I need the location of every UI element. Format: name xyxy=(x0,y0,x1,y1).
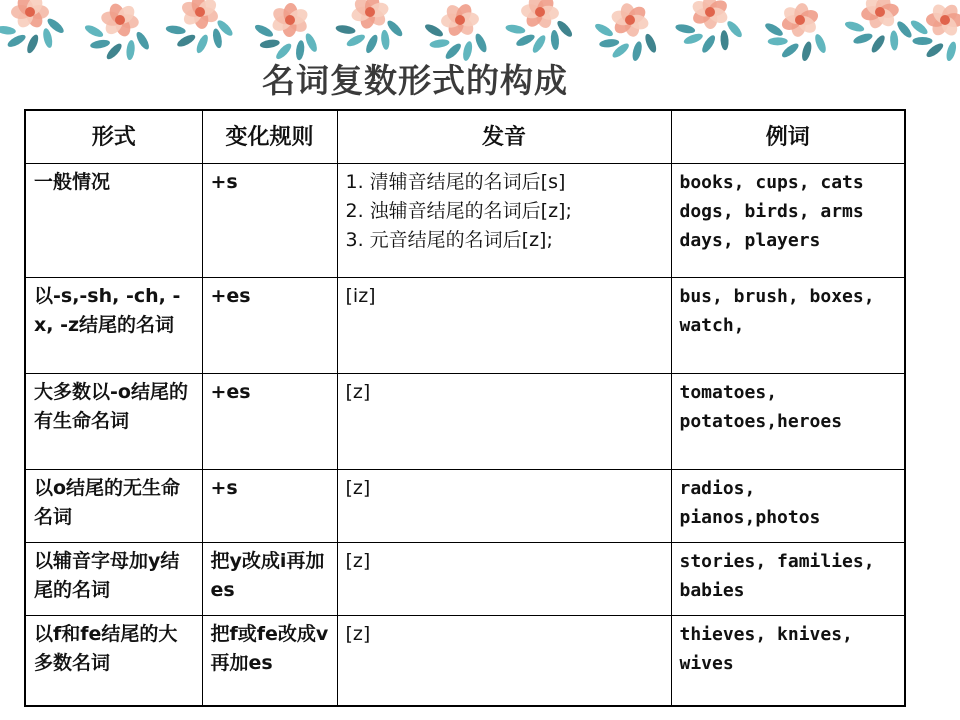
examples-cell xyxy=(671,374,905,470)
pronunciation-line: 2. 浊辅音结尾的名词后[z]; xyxy=(345,200,572,222)
flower-center xyxy=(365,7,375,17)
pronunciation-line: [z] xyxy=(345,381,371,403)
example-line: thieves, knives, xyxy=(679,624,853,645)
pronunciation-line: [z] xyxy=(345,477,371,499)
example-line: babies xyxy=(679,580,745,601)
leaf-shape xyxy=(134,30,151,51)
form-cell: 一般情况 xyxy=(25,164,202,278)
table-row xyxy=(25,616,905,706)
example-line: radios, xyxy=(679,478,756,499)
example-line: watch, xyxy=(679,315,745,336)
examples-cell xyxy=(671,470,905,543)
form-cell: 以辅音字母加y结尾的名词 xyxy=(25,543,202,616)
leaf-shape xyxy=(813,33,828,55)
leaf-shape xyxy=(211,28,223,49)
pronunciation-cell xyxy=(337,164,671,278)
form-cell: 以-s,-sh, -ch, -x, -z结尾的名词 xyxy=(25,278,202,374)
leaf-shape xyxy=(42,27,54,48)
example-line: bus, brush, boxes, xyxy=(679,286,875,307)
leaf-shape xyxy=(423,22,444,39)
rule-cell: +s xyxy=(202,164,337,278)
leaf-shape xyxy=(380,29,390,50)
flower-center xyxy=(940,15,950,25)
pronunciation-line: 3. 元音结尾的名词后[z]; xyxy=(345,229,553,251)
leaf-shape xyxy=(429,38,450,49)
flower-center xyxy=(25,7,35,17)
leaf-shape xyxy=(768,37,788,45)
leaf-shape xyxy=(176,32,197,48)
examples-cell xyxy=(671,543,905,616)
header-pronunciation: 发音 xyxy=(337,110,671,164)
flower-center xyxy=(195,7,205,17)
flower-center xyxy=(625,15,635,25)
leaf-shape xyxy=(259,38,280,49)
flower-center xyxy=(285,15,295,25)
leaf-shape xyxy=(643,32,658,54)
leaf-shape xyxy=(550,30,560,51)
leaf-shape xyxy=(800,41,813,62)
page-title: 名词复数形式的构成 xyxy=(262,61,568,100)
leaf-shape xyxy=(515,32,536,48)
rule-cell: 把f或fe改成v再加es xyxy=(202,616,337,706)
header-rule: 变化规则 xyxy=(202,110,337,164)
example-line: days, players xyxy=(679,230,821,251)
leaf-shape xyxy=(165,24,186,35)
pronunciation-cell xyxy=(337,543,671,616)
pronunciation-line: [z] xyxy=(345,623,371,645)
leaf-shape xyxy=(83,23,104,39)
leaf-shape xyxy=(335,24,356,35)
leaf-shape xyxy=(763,21,784,38)
example-line: potatoes,heroes xyxy=(679,411,843,432)
flower-center xyxy=(795,15,805,25)
leaf-shape xyxy=(593,22,614,39)
leaf-shape xyxy=(253,23,274,39)
rule-cell: +s xyxy=(202,470,337,543)
leaf-shape xyxy=(675,23,696,35)
flower-center xyxy=(455,15,465,25)
pronunciation-line: [z] xyxy=(345,550,371,572)
example-line: tomatoes, xyxy=(679,382,778,403)
pronunciation-cell xyxy=(337,374,671,470)
table-row xyxy=(25,543,905,616)
pronunciation-cell xyxy=(337,616,671,706)
pronunciation-cell xyxy=(337,470,671,543)
example-line: pianos,photos xyxy=(679,507,821,528)
table-header-row xyxy=(25,110,905,164)
leaf-shape xyxy=(945,41,958,62)
leaf-shape xyxy=(890,30,899,50)
pronunciation-line: 1. 清辅音结尾的名词后[s] xyxy=(345,171,566,193)
form-cell: 以f和fe结尾的大多数名词 xyxy=(25,616,202,706)
flower-center xyxy=(115,15,125,25)
form-cell: 以o结尾的无生命名词 xyxy=(25,470,202,543)
leaf-shape xyxy=(303,32,319,54)
examples-cell xyxy=(671,616,905,706)
pronunciation-cell xyxy=(337,278,671,374)
table-row xyxy=(25,278,905,374)
table-row xyxy=(25,164,905,278)
pronunciation-line: [iz] xyxy=(345,285,376,307)
leaf-shape xyxy=(852,32,874,46)
form-cell: 大多数以-o结尾的有生命名词 xyxy=(25,374,202,470)
plural-rules-table xyxy=(24,109,906,707)
examples-cell xyxy=(671,164,905,278)
flower-center xyxy=(705,7,715,17)
leaf-shape xyxy=(126,40,136,61)
header-examples: 例词 xyxy=(671,110,905,164)
flower-center xyxy=(875,7,885,17)
example-line: dogs, birds, arms xyxy=(679,201,864,222)
leaf-shape xyxy=(599,38,620,48)
leaf-shape xyxy=(683,32,705,46)
leaf-shape xyxy=(631,40,644,61)
leaf-shape xyxy=(720,30,729,51)
leaf-shape xyxy=(844,20,865,34)
leaf-shape xyxy=(25,33,40,55)
example-line: wives xyxy=(679,653,734,674)
leaf-shape xyxy=(505,23,526,35)
leaf-shape xyxy=(473,32,488,54)
leaf-shape xyxy=(0,25,16,36)
leaf-shape xyxy=(345,32,366,48)
leaf-shape xyxy=(90,38,111,49)
header-form: 形式 xyxy=(25,110,202,164)
rule-cell: +es xyxy=(202,374,337,470)
leaf-shape xyxy=(6,33,27,50)
leaf-shape xyxy=(364,33,380,54)
example-line: stories, families, xyxy=(679,551,875,572)
table-row xyxy=(25,470,905,543)
leaf-shape xyxy=(912,37,932,45)
flower-center xyxy=(535,7,545,17)
example-line: books, cups, cats xyxy=(679,172,864,193)
rule-cell: +es xyxy=(202,278,337,374)
table-row xyxy=(25,374,905,470)
leaf-shape xyxy=(194,33,210,55)
rule-cell: 把y改成i再加es xyxy=(202,543,337,616)
examples-cell xyxy=(671,278,905,374)
